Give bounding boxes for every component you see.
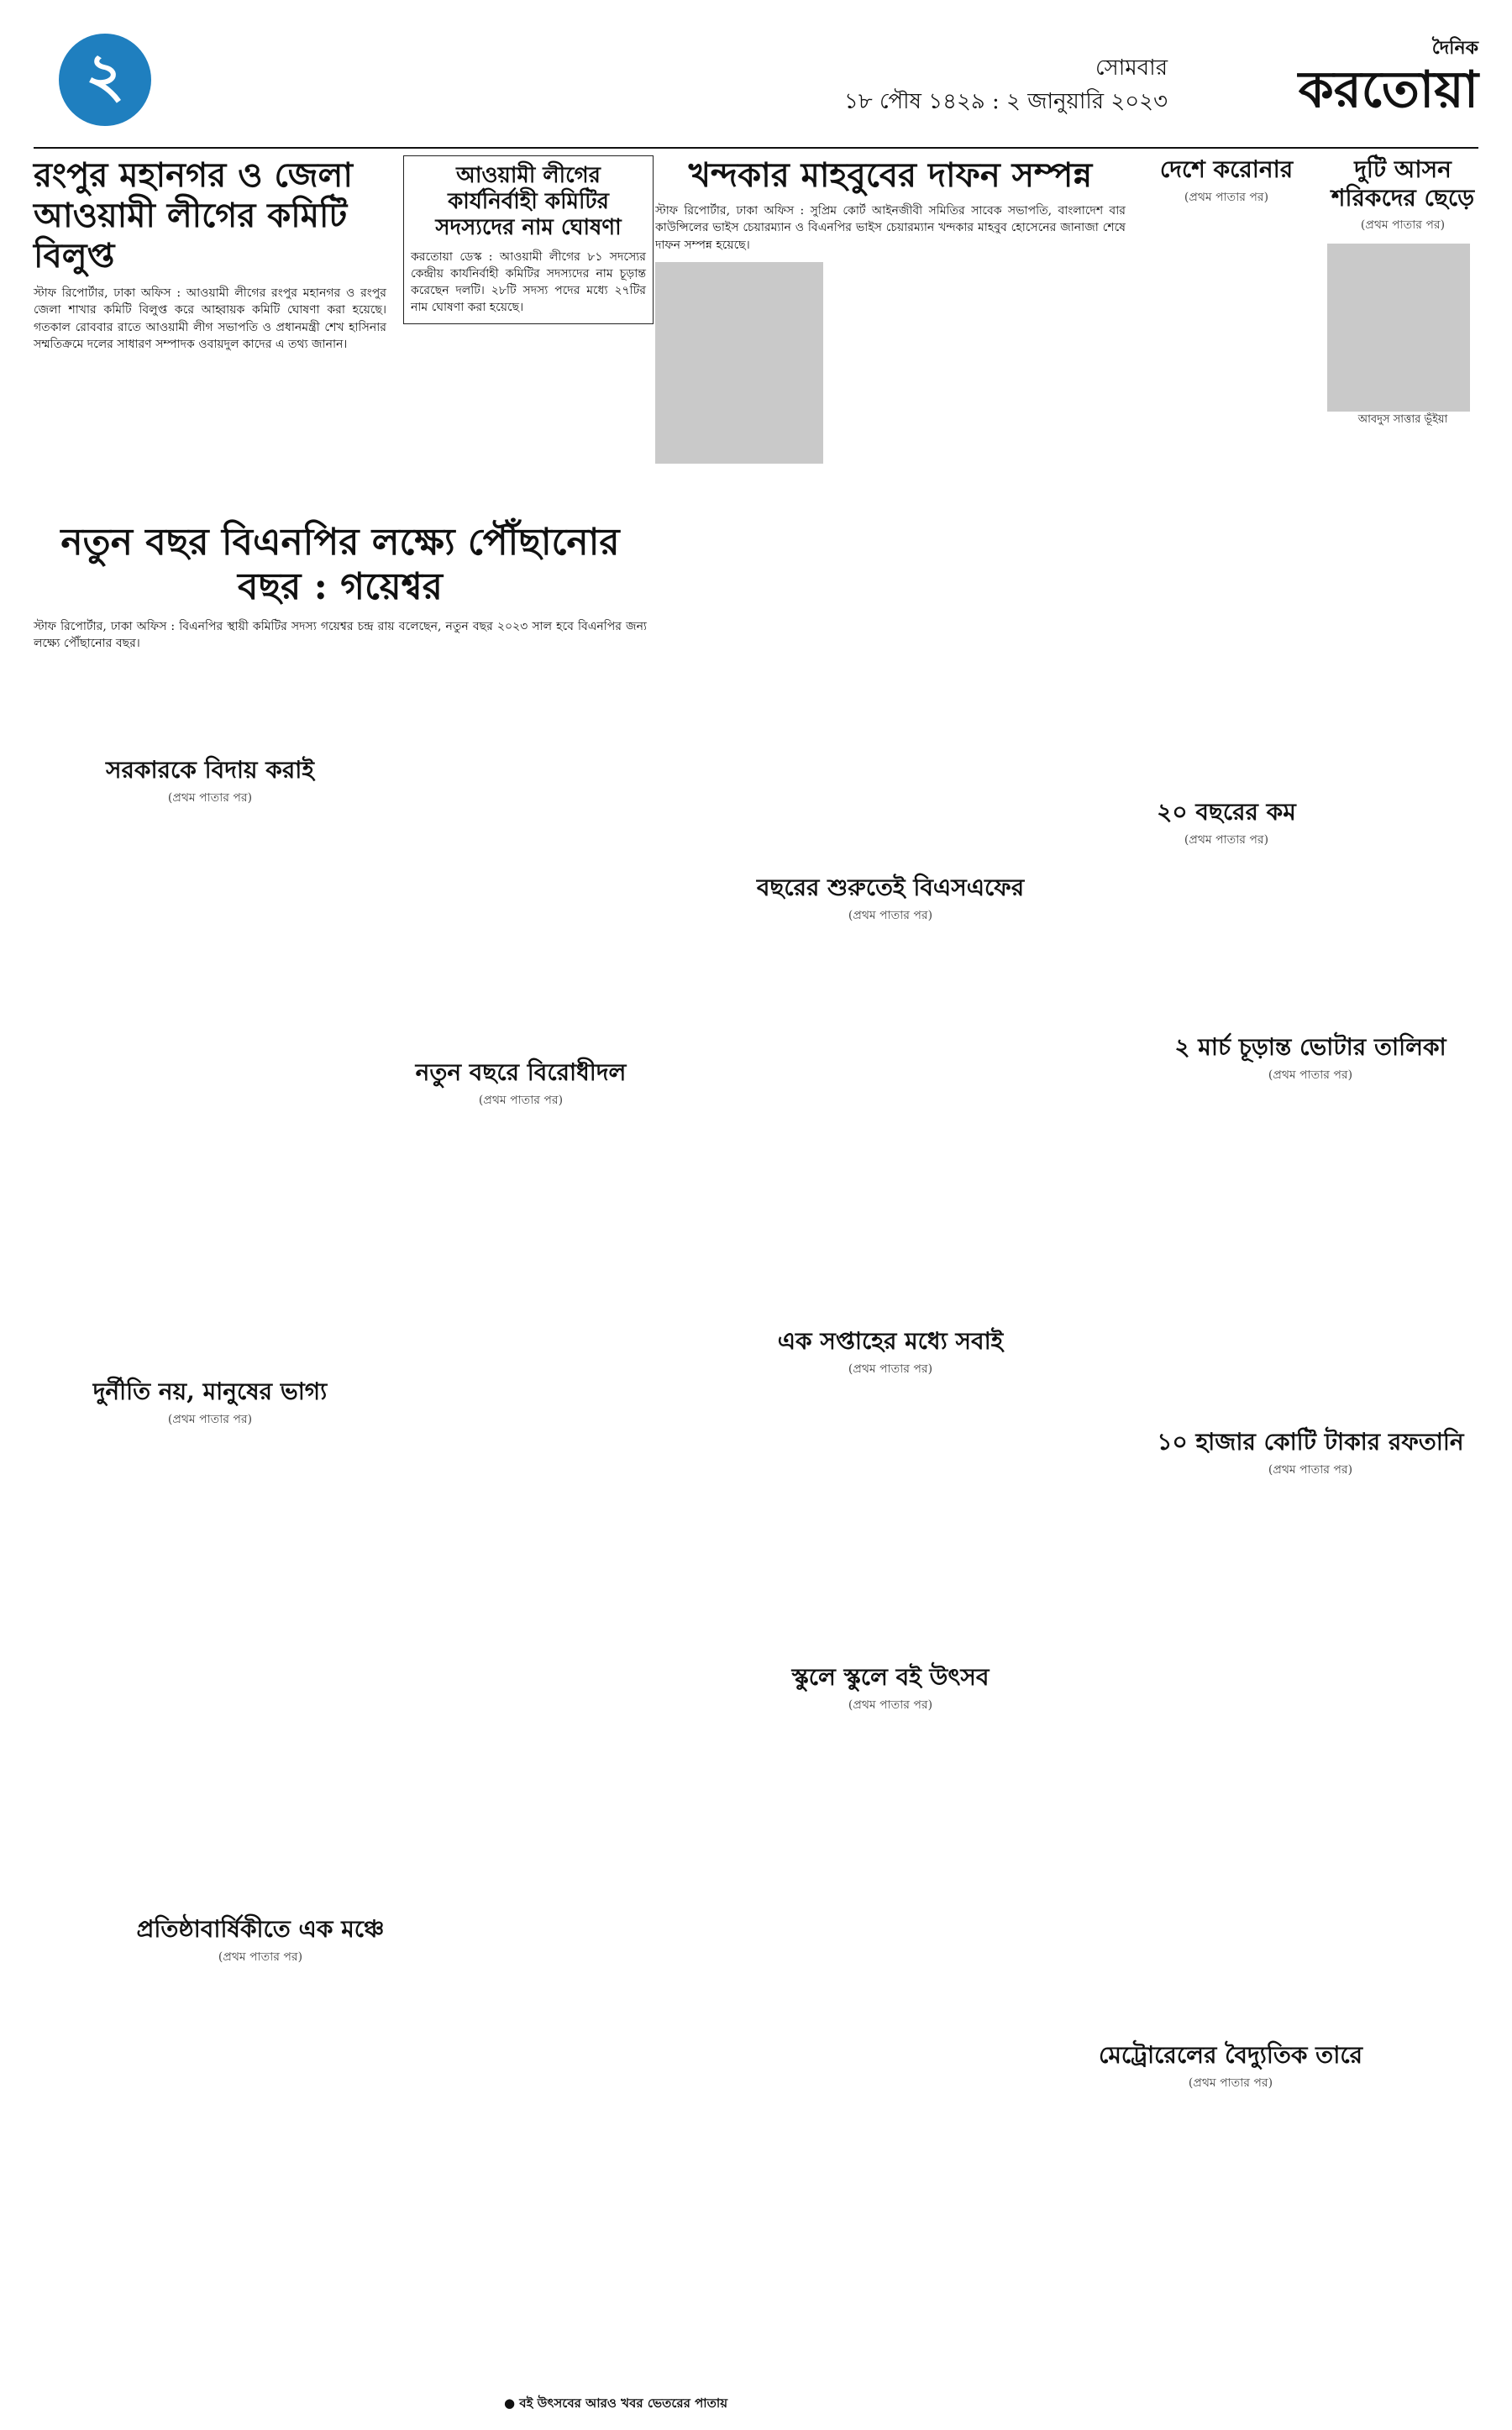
article-birodhi bbox=[403, 1058, 638, 1114]
article-boi-utsab bbox=[655, 1663, 1126, 1719]
article-karyanirbahi-headline: আওয়ামী লীগের কার্যনির্বাহী কমিটির সদস্যদের নাম ঘোষণা bbox=[435, 163, 622, 241]
article-karyanirbahi-body: করতোয়া ডেস্ক : আওয়ামী লীগের ৮১ সদস্যের কেন্দ্রীয় কার্যনির্বাহী কমিটির সদস্যদের নাম চূড়ান্ত করেছেন দলটি। ২৮টি সদস্য পদের মধ্যে ২৭টির নাম ঘোষণা করা হয়েছে। bbox=[411, 249, 646, 315]
article-mahbub-body: স্টাফ রিপোর্টার, ঢাকা অফিস : সুপ্রিম কোর্ট আইনজীবী সমিতির সাবেক সভাপতি, বাংলাদেশ বার কাউন্সিলের ভাইস চেয়ারম্যান ও বিএনপির ভাইস চেয়ারম্যান খন্দকার মাহবুব হোসেনের জানাজা শেষে দাফন সম্পন্ন হয়েছে। bbox=[655, 204, 1126, 252]
photo-sattar-caption: আবদুস সাত্তার ভূঁইয়া bbox=[1357, 413, 1448, 427]
article-boi-utsab-headline: স্কুলে স্কুলে বই উৎসব bbox=[791, 1663, 990, 1691]
article-20-bochhor-continued: (প্রথম পাতার পর) bbox=[1184, 832, 1269, 847]
article-corona bbox=[1142, 155, 1310, 211]
day-label: সোমবার bbox=[1095, 55, 1168, 81]
article-20-bochhor-headline: ২০ বছরের কম bbox=[1157, 798, 1296, 826]
article-goyeshwar bbox=[34, 521, 647, 652]
article-mahbub-headline: খন্দকার মাহবুবের দাফন সম্পন্ন bbox=[688, 155, 1093, 195]
article-saptah-headline: এক সপ্তাহের মধ্যে সবাই bbox=[777, 1327, 1004, 1355]
article-sorkar-headline: সরকারকে বিদায় করাই bbox=[106, 756, 314, 784]
article-birodhi-continued: (প্রথম পাতার পর) bbox=[478, 1093, 564, 1107]
article-voter-talika-headline: ২ মার্চ চূড়ান্ত ভোটার তালিকা bbox=[1174, 1033, 1446, 1061]
paper-logo-small: দৈনিক bbox=[1431, 37, 1478, 59]
article-rangpur-body: স্টাফ রিপোর্টার, ঢাকা অফিস : আওয়ামী লীগের রংপুর মহানগর ও রংপুর জেলা শাখার কমিটি বিলুপ্ত করে আহ্বায়ক কমিটি ঘোষণা করা হয়েছে। গতকাল রোববার রাতে আওয়ামী লীগ সভাপতি ও প্রধানমন্ত্রী শেখ হাসিনার সম্মতিক্রমে দলের সাধারণ সম্পাদক ওবায়দুল কাদের এ তথ্য জানান। bbox=[34, 286, 386, 351]
article-sorkar-continued: (প্রথম পাতার পর) bbox=[167, 790, 253, 805]
article-goyeshwar-body: স্টাফ রিপোর্টার, ঢাকা অফিস : বিএনপির স্থায়ী কমিটির সদস্য গয়েশ্বর চন্দ্র রায় বলেছেন, নতুন বছর ২০২৩ সাল হবে বিএনপির জন্য লক্ষ্যে পৌঁছানোর বছর। bbox=[34, 619, 647, 650]
article-roptani bbox=[1142, 1428, 1478, 1483]
paper-logo bbox=[1184, 34, 1478, 119]
article-duti-ason-continued: (প্রথম পাতার পর) bbox=[1360, 218, 1446, 233]
article-boi-utsab-continued: (প্রথম পাতার পর) bbox=[848, 1698, 933, 1712]
page-number-badge bbox=[59, 34, 151, 126]
article-duti-ason bbox=[1327, 155, 1478, 429]
date-label: ১৮ পৌষ ১৪২৯ : ২ জানুয়ারি ২০২৩ bbox=[843, 89, 1168, 114]
article-voter-talika bbox=[1142, 1033, 1478, 1089]
article-bsf-headline: বছরের শুরুতেই বিএসএফের bbox=[756, 874, 1025, 901]
article-sorkar bbox=[34, 756, 386, 811]
article-mahbub bbox=[655, 155, 1126, 464]
masthead-rule bbox=[34, 147, 1478, 149]
article-roptani-continued: (প্রথম পাতার পর) bbox=[1268, 1462, 1353, 1477]
page-number: ২ bbox=[85, 39, 125, 110]
article-goyeshwar-headline: নতুন বছর বিএনপির লক্ষ্যে পৌঁছানোর বছর : গয়েশ্বর bbox=[60, 521, 620, 608]
article-saptah-continued: (প্রথম পাতার পর) bbox=[848, 1362, 933, 1376]
article-metrorail-headline: মেট্রোরেলের বৈদ্যুতিক তারে bbox=[1099, 2041, 1362, 2069]
article-protisthabarshiki-continued: (প্রথম পাতার পর) bbox=[218, 1950, 303, 1964]
article-roptani-headline: ১০ হাজার কোটি টাকার রফতানি bbox=[1157, 1428, 1464, 1456]
photo-mahbub bbox=[655, 262, 823, 464]
article-durniti-headline: দুর্নীতি নয়, মানুষের ভাগ্য bbox=[92, 1378, 328, 1405]
article-durniti-continued: (প্রথম পাতার পর) bbox=[167, 1412, 253, 1426]
article-duti-ason-headline: দুটি আসন শরিকদের ছেড়ে bbox=[1331, 155, 1475, 212]
article-corona-continued: (প্রথম পাতার পর) bbox=[1184, 190, 1269, 204]
article-karyanirbahi bbox=[403, 155, 654, 324]
article-rangpur bbox=[34, 155, 386, 353]
article-bsf bbox=[655, 874, 1126, 929]
article-bsf-continued: (প্রথম পাতার পর) bbox=[848, 908, 933, 922]
paper-logo-big: করতোয়া bbox=[1298, 60, 1478, 119]
article-voter-talika-continued: (প্রথম পাতার পর) bbox=[1268, 1068, 1353, 1082]
article-saptah bbox=[655, 1327, 1126, 1383]
footer-note: ● বই উৎসবের আরও খবর ভেতরের পাতায় bbox=[504, 2396, 728, 2411]
article-birodhi-headline: নতুন বছরে বিরোধীদল bbox=[415, 1058, 627, 1086]
article-corona-headline: দেশে করোনার bbox=[1159, 155, 1294, 183]
article-20-bochhor bbox=[1142, 798, 1310, 853]
article-metrorail-continued: (প্রথম পাতার পর) bbox=[1188, 2076, 1273, 2090]
photo-sattar bbox=[1327, 244, 1470, 412]
article-durniti bbox=[34, 1378, 386, 1433]
article-protisthabarshiki-headline: প্রতিষ্ঠাবার্ষিকীতে এক মঞ্চে bbox=[136, 1915, 385, 1943]
article-protisthabarshiki bbox=[34, 1915, 487, 1971]
article-metrorail bbox=[983, 2041, 1478, 2097]
article-rangpur-headline: রংপুর মহানগর ও জেলা আওয়ামী লীগের কমিটি বিলুপ্ত bbox=[34, 155, 353, 276]
